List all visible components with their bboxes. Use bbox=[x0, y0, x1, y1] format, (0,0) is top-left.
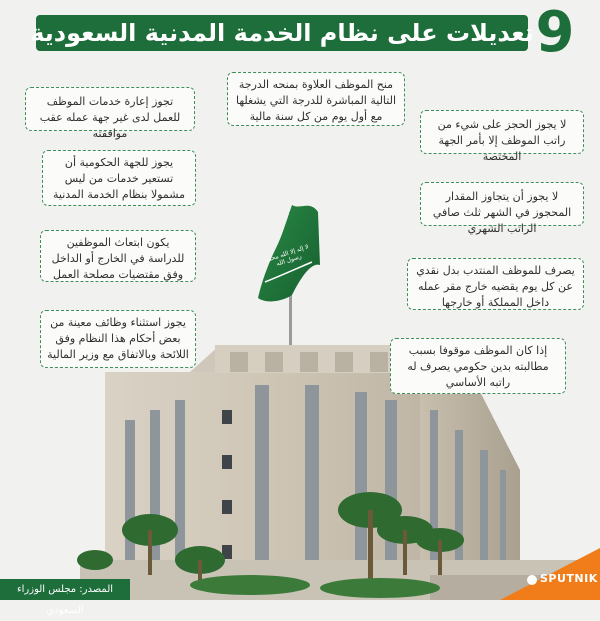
page-title: تعديلات على نظام الخدمة المدنية السعودية bbox=[30, 19, 534, 47]
card-exemption: يجوز استثناء وظائف معينة من بعض أحكام هذا النظام وفق اللائحة وبالاتفاق مع وزير المالية bbox=[40, 310, 196, 368]
title-number: 9 bbox=[535, 0, 575, 65]
source-caption: المصدر: مجلس الوزراء السعودي bbox=[0, 579, 130, 600]
card-scholarship: يكون ابتعاث الموظفين للدراسة في الخارج أو الداخل وفق مقتضيات مصلحة العمل bbox=[40, 230, 196, 282]
card-borrow-services: يجوز للجهة الحكومية أن تستعير خدمات من ليس مشمولا بنظام الخدمة المدنية bbox=[42, 150, 196, 206]
card-allowance: يصرف للموظف المنتدب بدل نقدي عن كل يوم يقضيه خارج مقر عمله داخل المملكة أو خارجها bbox=[407, 258, 584, 310]
flag-inscription: لا إله إلا الله محمد رسول الله bbox=[264, 243, 310, 268]
card-bonus: منح الموظف العلاوة بمنحه الدرجة التالية المباشرة للدرجة التي يشغلها مع أول يوم من كل سنة مالية bbox=[227, 72, 405, 126]
sputnik-logo bbox=[500, 548, 600, 600]
card-secondment: تجوز إعارة خدمات الموظف للعمل لدى غير جهة عمله عقب موافقته bbox=[25, 87, 195, 131]
sputnik-logo-text: SPUTNIK bbox=[540, 572, 598, 585]
card-salary-seizure: لا يجوز الحجز على شيء من راتب الموظف إلا بأمر الجهة المختصة bbox=[420, 110, 584, 154]
title-bar bbox=[30, 15, 534, 51]
card-suspended-salary: إذا كان الموظف موقوفا بسبب مطالبته بدين حكومي يصرف له راتبه الأساسي bbox=[390, 338, 566, 394]
card-seizure-limit: لا يجوز أن يتجاوز المقدار المحجوز في الشهر ثلث صافي الراتب الشهري bbox=[420, 182, 584, 226]
